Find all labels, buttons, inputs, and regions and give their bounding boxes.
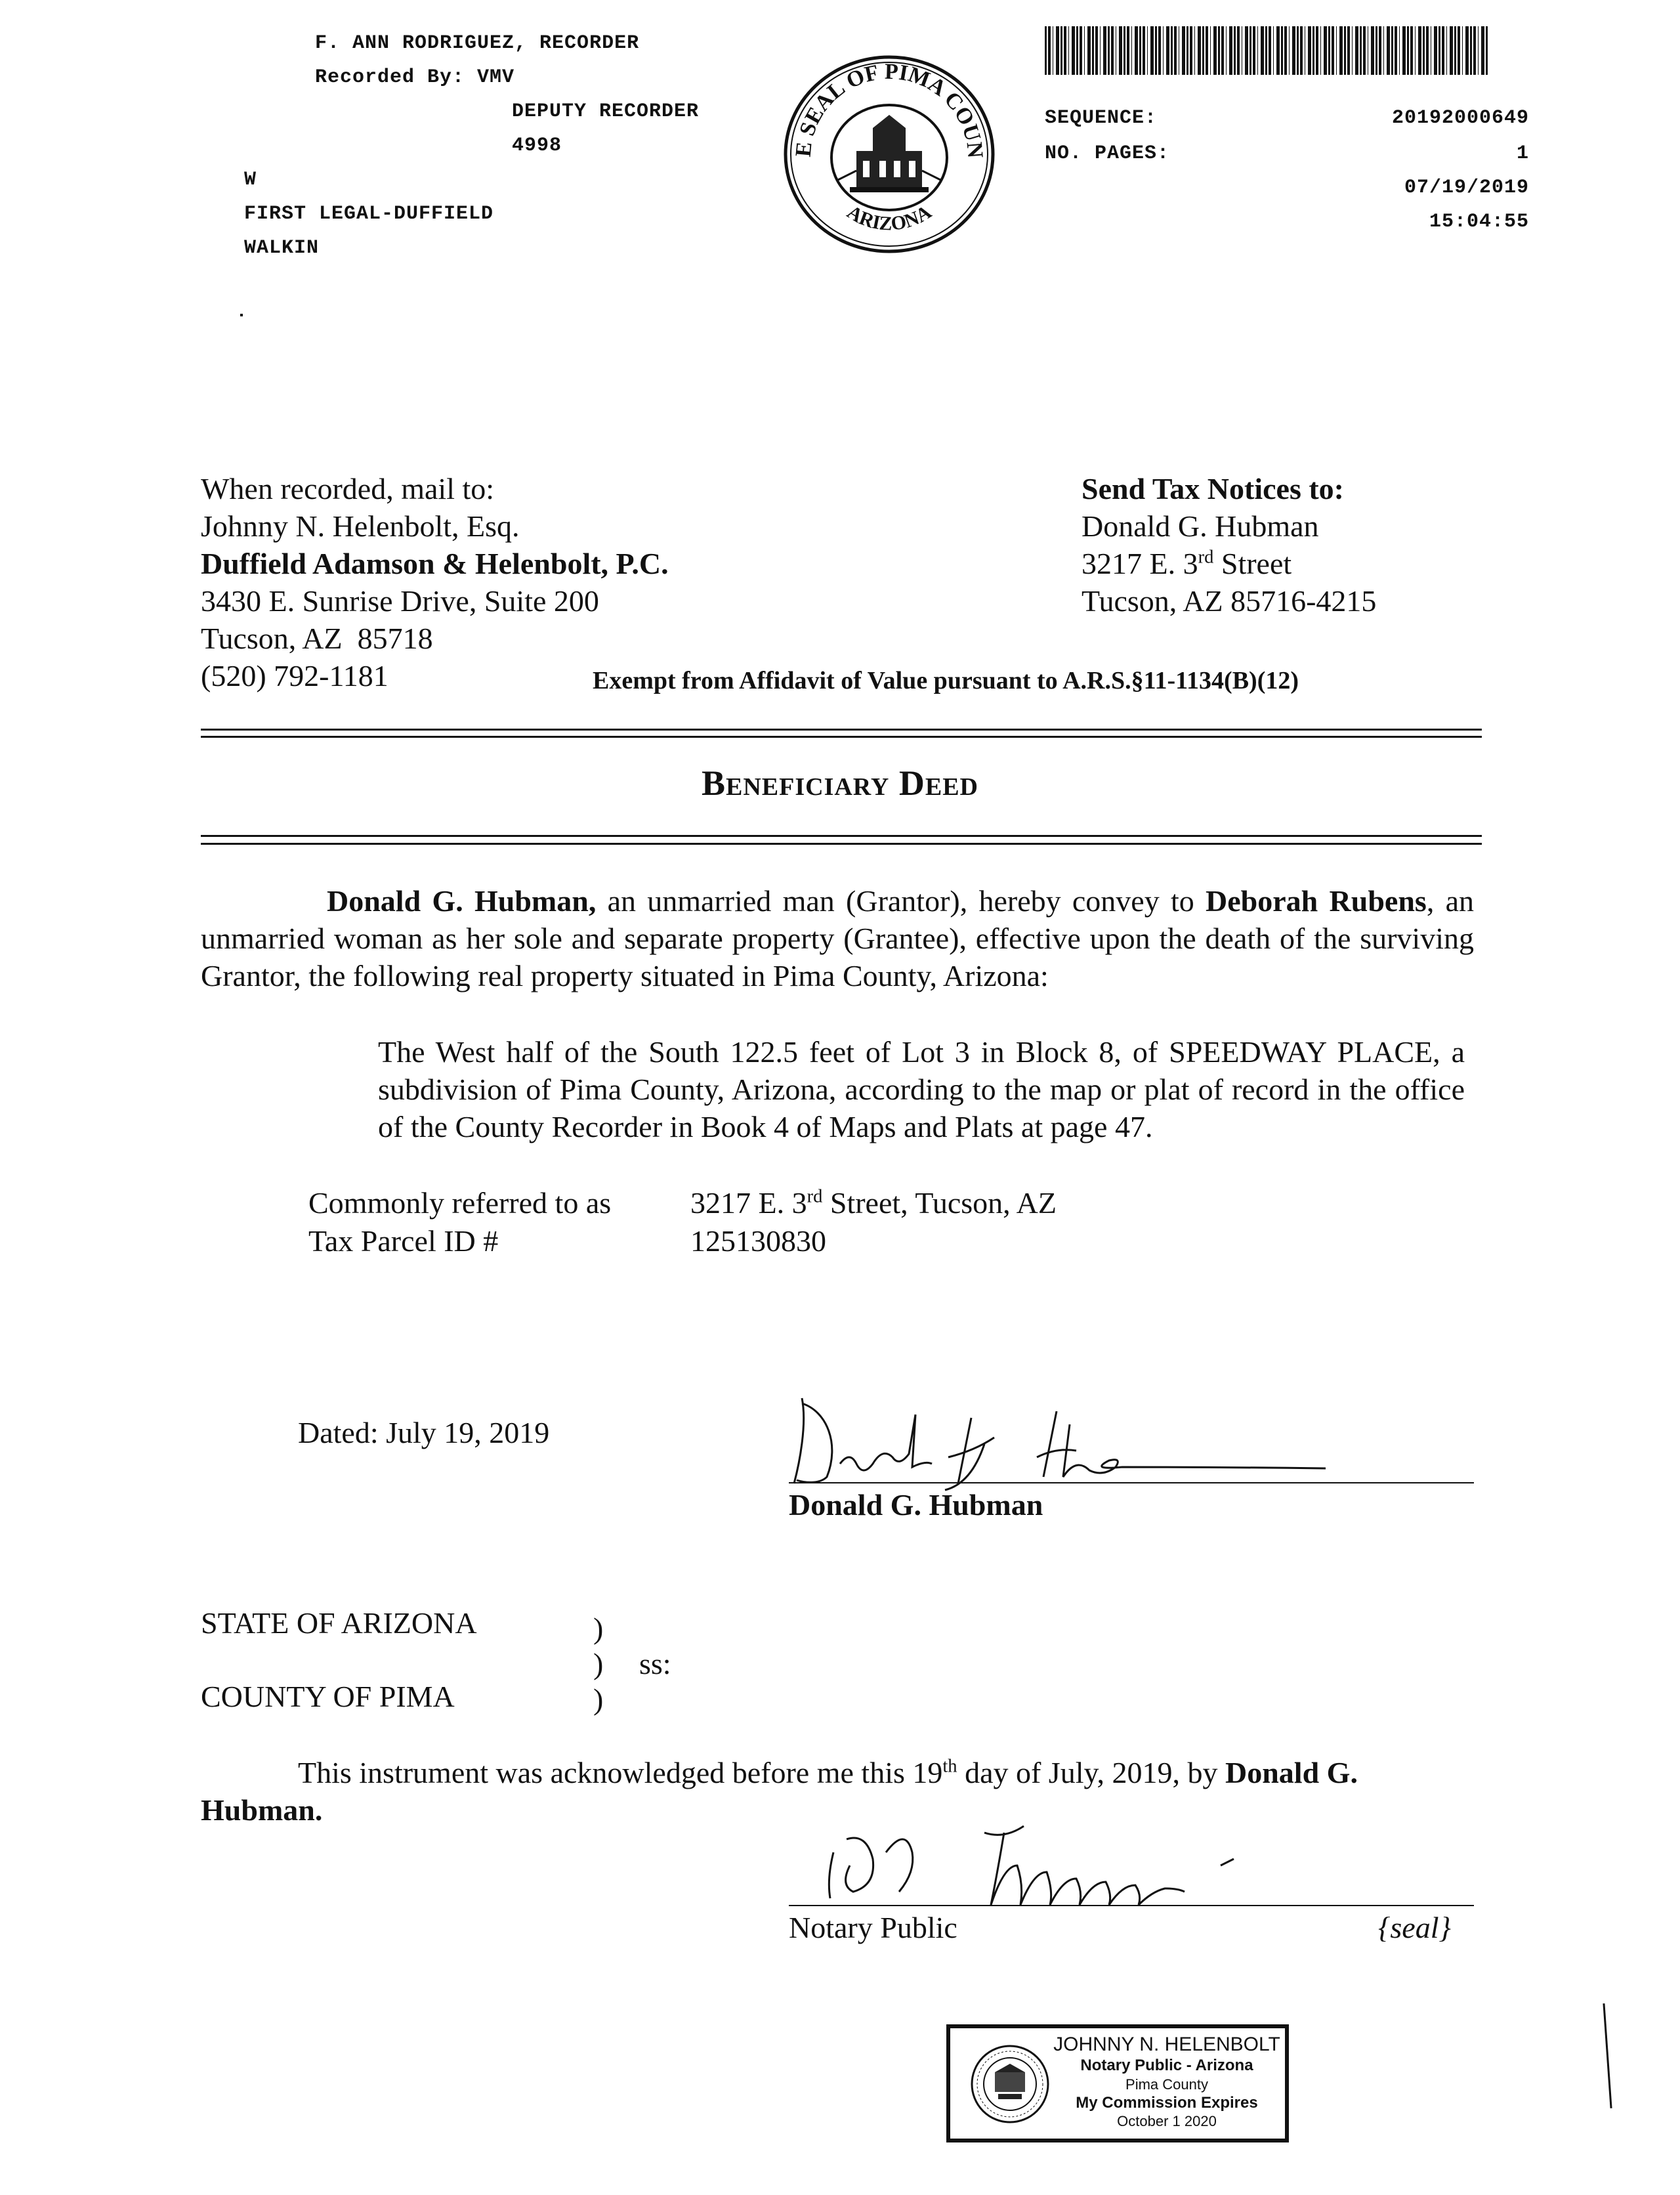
tax-notices-block (1082, 470, 1376, 620)
title-rule-top-2 (201, 736, 1482, 738)
notary-stamp-text (1049, 2034, 1285, 2131)
recorder-name: F. ANN RODRIGUEZ, RECORDER (315, 32, 640, 54)
sequence-value: 20192000649 (1391, 107, 1529, 129)
notary-stamp-county: Pima County (1125, 2076, 1208, 2093)
mail-to-address1: 3430 E. Sunrise Drive, Suite 200 (201, 584, 599, 618)
tax-notices-street (1082, 545, 1376, 582)
notary-signature (788, 1813, 1365, 1925)
tax-notices-name: Donald G. Hubman (1082, 509, 1319, 543)
record-date: 07/19/2019 (1404, 177, 1529, 199)
parcel-label: Tax Parcel ID # (308, 1224, 499, 1258)
seal-icon (781, 53, 998, 256)
notary-stamp-seal (969, 2043, 1051, 2125)
tax-street-sup: rd (1198, 547, 1214, 568)
conveyance-text1: an unmarried man (Grantor), hereby convey to (596, 884, 1206, 918)
pages-label: NO. PAGES: (1045, 142, 1170, 165)
exempt-note: Exempt from Affidavit of Value pursuant to A.R.S.§11-1134(B)(12) (593, 667, 1299, 694)
deputy-recorder: DEPUTY RECORDER (512, 100, 700, 123)
recorder-info (315, 26, 699, 163)
title-rule-bottom-1 (201, 835, 1482, 837)
submitter-name: FIRST LEGAL-DUFFIELD (244, 203, 494, 225)
grantee-name: Deborah Rubens (1206, 884, 1427, 918)
venue-paren-2: ) (593, 1647, 604, 1680)
tax-street-pre: 3217 E. 3 (1082, 547, 1198, 580)
mail-to-name: Johnny N. Helenbolt, Esq. (201, 509, 520, 543)
common-label: Commonly referred to as (308, 1186, 612, 1220)
notary-signature-drawing (788, 1813, 1365, 1925)
grantor-name: Donald G. Hubman, (327, 884, 597, 918)
barcode (1045, 26, 1488, 75)
venue-paren-1: ) (593, 1611, 604, 1645)
mail-to-address2: Tucson, AZ 85718 (201, 622, 433, 655)
submitter-info (244, 197, 494, 265)
pages-value: 1 (1516, 142, 1529, 165)
deputy-code: 4998 (512, 135, 562, 157)
dated-line: Dated: July 19, 2019 (298, 1416, 550, 1449)
notary-seal-label: {seal} (1378, 1911, 1451, 1944)
grantor-signature-line (789, 1482, 1474, 1483)
venue-paren-3: ) (593, 1682, 604, 1716)
common-value (690, 1184, 1057, 1222)
venue-state: STATE OF ARIZONA (201, 1606, 477, 1640)
seal-text-bottom: ARIZONA (843, 201, 936, 235)
mail-to-phone: (520) 792-1181 (201, 659, 388, 693)
notary-stamp-commission: My Commission Expires (1076, 2094, 1258, 2112)
notary-stamp-title: Notary Public - Arizona (1080, 2056, 1253, 2074)
recorder-w-mark: W (244, 169, 257, 191)
notary-label: Notary Public (789, 1911, 957, 1944)
venue-ss: ss: (639, 1647, 671, 1680)
ack-text-post: day of July, 2019, by (957, 1756, 1225, 1789)
tax-street-post: Street (1213, 547, 1292, 580)
parcel-value: 125130830 (690, 1224, 826, 1258)
conveyance-text2: , an unmarried woman as her sole and separate property (Grantee), effective upon the death of the surviving Grantor, the following real property situated in Pima County, Arizona: (201, 884, 1475, 992)
arizona-seal-icon (969, 2043, 1051, 2125)
notary-stamp (946, 2024, 1289, 2142)
title-rule-top-1 (201, 729, 1482, 731)
ack-text-pre: This instrument was acknowledged before me this 19 (298, 1756, 943, 1789)
notary-stamp-name: JOHNNY N. HELENBOLT (1053, 2034, 1280, 2055)
grantor-signature-drawing (788, 1385, 1352, 1497)
tax-notices-city: Tucson, AZ 85716-4215 (1082, 584, 1377, 618)
pima-county-seal (781, 53, 998, 256)
record-time: 15:04:55 (1429, 211, 1529, 233)
mail-to-block (201, 470, 669, 694)
tax-notices-heading: Send Tax Notices to: (1082, 472, 1344, 505)
title-rule-bottom-2 (201, 843, 1482, 845)
ack-name-part2: Hubman. (201, 1793, 323, 1827)
recorded-by: Recorded By: VMV (315, 66, 515, 89)
common-value-sup: rd (807, 1186, 823, 1207)
svg-text:ARIZONA (843, 201, 935, 234)
common-value-post: Street, Tucson, AZ (822, 1186, 1057, 1220)
grantor-signature (788, 1385, 1352, 1497)
seal-text-top: E SEAL OF PIMA COUN (791, 59, 988, 160)
submitter-method: WALKIN (244, 237, 320, 259)
sequence-label: SEQUENCE: (1045, 107, 1158, 129)
stray-dot (240, 314, 243, 316)
margin-mark (1603, 2003, 1612, 2108)
notary-stamp-date: October 1 2020 (1117, 2113, 1217, 2129)
mail-to-heading: When recorded, mail to: (201, 472, 495, 505)
page-title: Beneficiary Deed (701, 763, 978, 803)
legal-description: The West half of the South 122.5 feet of Lot 3 in Block 8, of SPEEDWAY PLACE, a subdivision of Pima County, Arizona, according to the map or plat of record in the office of the County Recorder in Book 4 of Maps and Plats at page 47. (378, 1035, 1465, 1143)
common-value-pre: 3217 E. 3 (690, 1186, 807, 1220)
mail-to-firm: Duffield Adamson & Helenbolt, P.C. (201, 547, 669, 580)
ack-text-sup: th (942, 1756, 957, 1777)
grantor-printed-name: Donald G. Hubman (789, 1488, 1043, 1522)
venue-county: COUNTY OF PIMA (201, 1680, 455, 1713)
conveyance-paragraph (201, 882, 1474, 994)
ack-name-part1: Donald G. (1225, 1756, 1358, 1789)
notary-signature-line (789, 1905, 1474, 1906)
